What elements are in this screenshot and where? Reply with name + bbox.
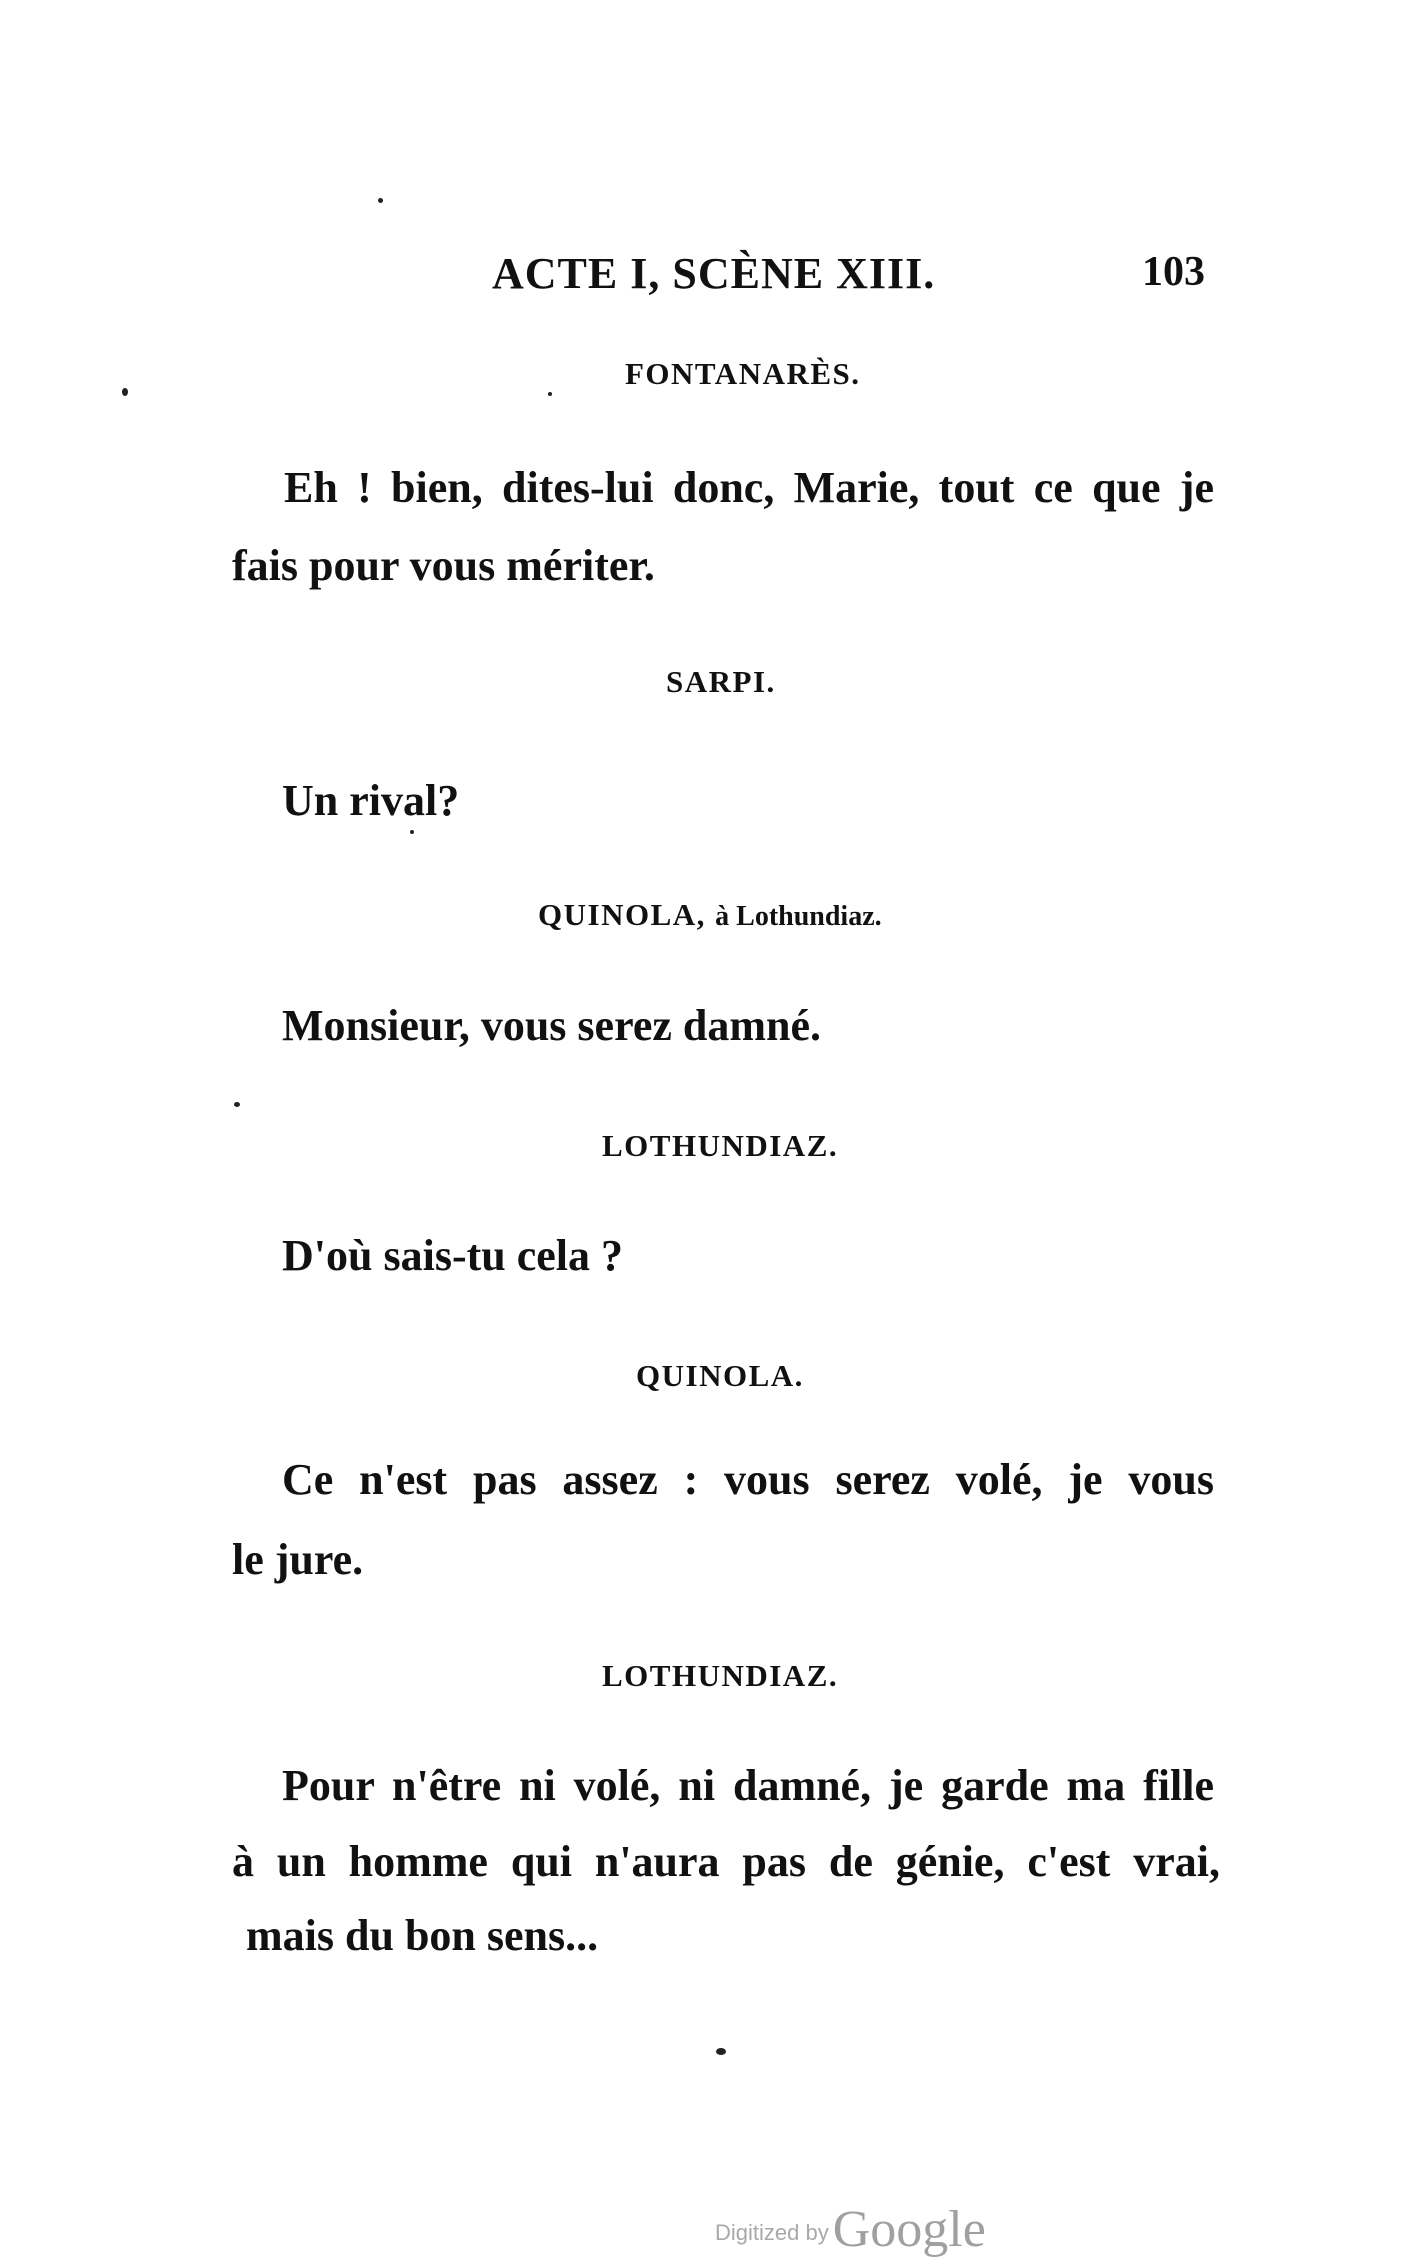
dialogue-line: mais du bon sens...	[246, 1911, 599, 1960]
dialogue-line: Pour n'être ni volé, ni damné, je garde ma fille	[282, 1761, 1214, 1810]
speaker-name: LOTHUNDIAZ.	[602, 1128, 839, 1163]
dialogue-line: Eh ! bien, dites-lui donc, Marie, tout ce que je	[284, 463, 1214, 512]
dialogue-line: D'où sais-tu cela ?	[282, 1231, 623, 1280]
stage-direction: à Lothundiaz.	[715, 901, 882, 932]
dialogue-line: Ce n'est pas assez : vous serez volé, je vous	[282, 1455, 1214, 1504]
speaker-name: SARPI.	[666, 664, 776, 699]
running-title: ACTE I, SCÈNE XIII.	[492, 249, 936, 298]
dialogue-line: Un rival?	[282, 776, 460, 825]
dialogue-line: le jure.	[232, 1535, 364, 1584]
speaker-name: QUINOLA.	[636, 1358, 804, 1393]
google-logo: Google	[832, 2201, 986, 2258]
dialogue-line: à un homme qui n'aura pas de génie, c'est vrai,	[232, 1837, 1220, 1886]
scan-speck	[716, 2048, 726, 2055]
page-number: 103	[1142, 249, 1205, 295]
scan-speck	[548, 392, 552, 396]
speaker-name: QUINOLA,	[538, 897, 706, 932]
speaker-name: FONTANARÈS.	[625, 356, 861, 391]
digitized-by-text: Digitized by	[715, 2220, 829, 2245]
scan-speck	[122, 388, 128, 396]
scan-speck	[234, 1102, 240, 1107]
digitized-by-watermark	[715, 2200, 986, 2259]
speaker-name: LOTHUNDIAZ.	[602, 1658, 839, 1693]
scan-speck	[378, 198, 383, 203]
dialogue-line: fais pour vous mériter.	[232, 541, 655, 590]
scan-speck	[410, 830, 414, 834]
speaker-with-stage-direction	[538, 897, 882, 933]
dialogue-line: Monsieur, vous serez damné.	[282, 1001, 821, 1050]
